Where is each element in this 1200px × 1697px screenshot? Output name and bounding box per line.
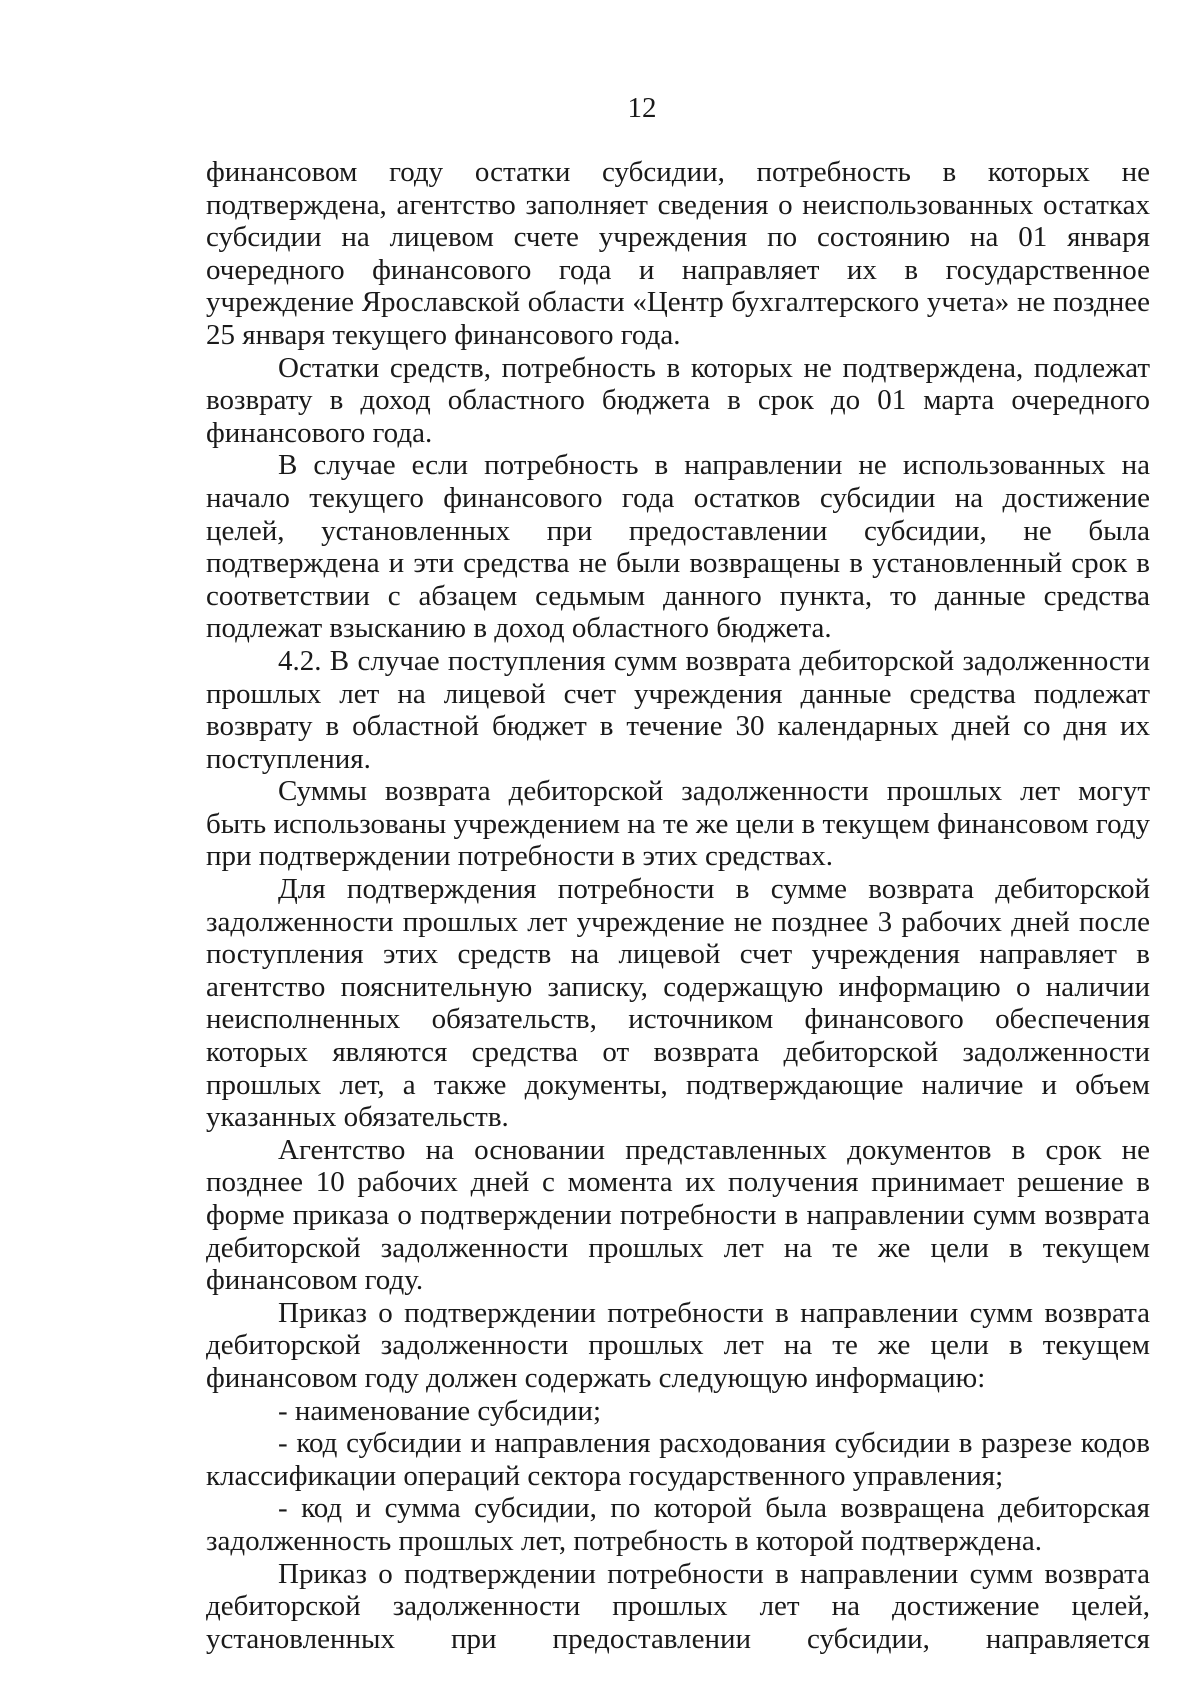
page-number: 12	[627, 92, 657, 124]
list-item-3: - код и сумма субсидии, по которой была возвращена дебиторская задолженность прошлых лет, потребность в которой подтверждена.	[206, 1492, 1150, 1557]
list-item-2: - код субсидии и направления расходования субсидии в разрезе кодов классификации операций сектора государственного управления;	[206, 1427, 1150, 1492]
paragraph-5: Суммы возврата дебиторской задолженности прошлых лет могут быть использованы учреждением на те же цели в текущем финансовом году при подтверждении потребности в этих средствах.	[206, 775, 1150, 873]
paragraph-4: 4.2. В случае поступления сумм возврата дебиторской задолженности прошлых лет на лицевой счет учреждения данные средства подлежат возврату в областной бюджет в течение 30 календарных дней со дня их поступления.	[206, 644, 1150, 775]
paragraph-7: Агентство на основании представленных документов в срок не позднее 10 рабочих дней с момента их получения принимает решение в форме приказа о подтверждении потребности в направлении сумм возврата дебиторской задолженности прошлых лет на те же цели в текущем финансовом году.	[206, 1133, 1150, 1297]
paragraph-6: Для подтверждения потребности в сумме возврата дебиторской задолженности прошлых лет учреждение не позднее 3 рабочих дней после поступления этих средств на лицевой счет учреждения направляет в агентство пояснительную записку, содержащую информацию о наличии неисполненных обязательств, источником финансового обеспечения которых являются средства от возврата дебиторской задолженности прошлых лет, а также документы, подтверждающие наличие и объем указанных обязательств.	[206, 873, 1150, 1134]
list-item-1: - наименование субсидии;	[278, 1394, 602, 1427]
document-body	[206, 156, 1150, 1655]
paragraph-8: Приказ о подтверждении потребности в направлении сумм возврата дебиторской задолженности прошлых лет на те же цели в текущем финансовом году должен содержать следующую информацию:	[206, 1296, 1150, 1394]
paragraph-9: Приказ о подтверждении потребности в направлении сумм возврата дебиторской задолженности прошлых лет на достижение целей, установленных при предоставлении субсидии, направляется	[206, 1557, 1150, 1655]
paragraph-1: финансовом году остатки субсидии, потребность в которых не подтверждена, агентство заполняет сведения о неиспользованных остатках субсидии на лицевом счете учреждения по состоянию на 01 января очередного финансового года и направляет их в государственное учреждение Ярославской области «Центр бухгалтерского учета» не позднее 25 января текущего финансового года.	[206, 156, 1150, 351]
paragraph-2: Остатки средств, потребность в которых не подтверждена, подлежат возврату в доход областного бюджета в срок до 01 марта очередного финансового года.	[206, 351, 1150, 449]
paragraph-3: В случае если потребность в направлении не использованных на начало текущего финансового года остатков субсидии на достижение целей, установленных при предоставлении субсидии, не была подтверждена и эти средства не были возвращены в установленный срок в соответствии с абзацем седьмым данного пункта, то данные средства подлежат взысканию в доход областного бюджета.	[206, 449, 1150, 645]
